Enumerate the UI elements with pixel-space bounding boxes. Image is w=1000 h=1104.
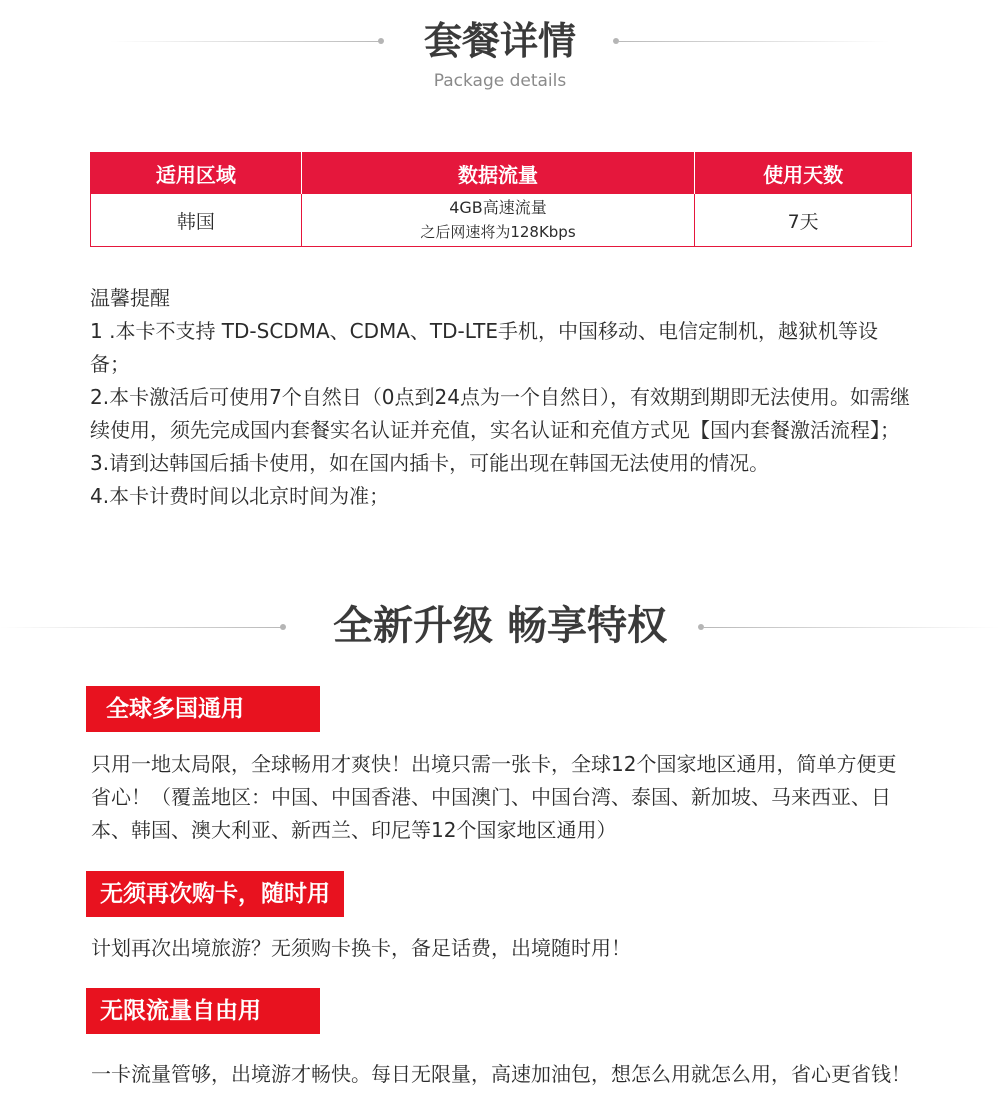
feature-badge-global: 全球多国通用 bbox=[86, 686, 320, 732]
table-row bbox=[91, 194, 912, 247]
header-days: 使用天数 bbox=[695, 153, 912, 194]
package-details-title: 套餐详情 bbox=[423, 19, 576, 63]
title-divider-right bbox=[617, 41, 889, 42]
reminder-item: 2.本卡激活后可使用7个自然日（0点到24点为一个自然日），有效期到期即无法使用。如需继续使用，须先完成国内套餐实名认证并充值，实名认证和充值方式见【国内套餐激活流程】； bbox=[90, 385, 910, 442]
feature-text-unlimited-data: 一卡流量管够，出境游才畅快。每日无限量，高速加油包，想怎么用就怎么用，省心更省钱！ bbox=[91, 1062, 911, 1086]
table-header-row bbox=[91, 153, 912, 194]
reminder-block bbox=[90, 282, 910, 513]
package-table bbox=[90, 152, 912, 247]
reminder-title: 温馨提醒 bbox=[90, 286, 170, 310]
data-allowance: 4GB高速流量 bbox=[449, 198, 547, 217]
feature-text-no-repurchase: 计划再次出境旅游？无须购卡换卡，备足话费，出境随时用！ bbox=[91, 936, 631, 960]
package-details-subtitle: Package details bbox=[433, 71, 567, 91]
cell-days: 7天 bbox=[695, 194, 912, 247]
upgrade-title: 全新升级 畅享特权 bbox=[333, 603, 667, 649]
cell-region: 韩国 bbox=[91, 194, 302, 247]
data-throttle-note: 之后网速将为128Kbps bbox=[420, 223, 576, 241]
cell-data bbox=[301, 194, 695, 247]
header-region: 适用区域 bbox=[91, 153, 302, 194]
header-data: 数据流量 bbox=[301, 153, 695, 194]
feature-text-global: 只用一地太局限，全球畅用才爽快！出境只需一张卡，全球12个国家地区通用，简单方便更省心！（覆盖地区：中国、中国香港、中国澳门、中国台湾、泰国、新加坡、马来西亚、日本、韩国、澳大利亚、新西兰、印尼等12个国家地区通用） bbox=[91, 752, 897, 842]
reminder-item: 4.本卡计费时间以北京时间为准； bbox=[90, 484, 390, 508]
title-divider-right bbox=[704, 627, 1000, 628]
reminder-item: 1 .本卡不支持 TD-SCDMA、CDMA、TD-LTE手机，中国移动、电信定制机，越狱机等设备； bbox=[90, 319, 879, 376]
reminder-item: 3.请到达韩国后插卡使用，如在国内插卡，可能出现在韩国无法使用的情况。 bbox=[90, 451, 770, 475]
feature-badge-unlimited-data: 无限流量自由用 bbox=[86, 988, 320, 1034]
feature-badge-no-repurchase: 无须再次购卡，随时用 bbox=[86, 871, 344, 917]
